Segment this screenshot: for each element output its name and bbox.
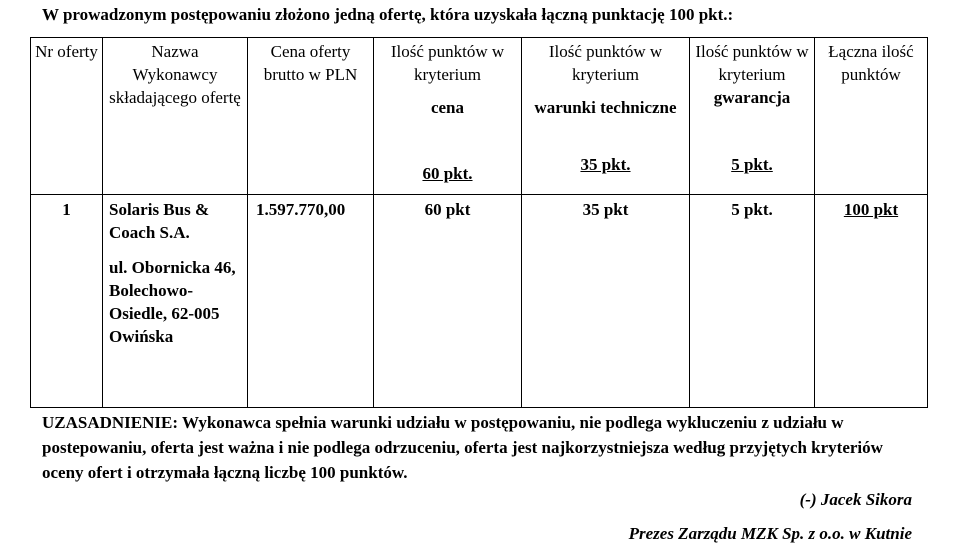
cell-gross-price: 1.597.770,00	[248, 195, 374, 408]
offers-table	[30, 37, 928, 408]
criterion-points: 5 pkt.	[731, 155, 773, 174]
table-header-row	[31, 38, 928, 195]
header-criterion-price: Ilość punktów w kryterium cena 60 pkt.	[374, 38, 522, 195]
header-contractor-name: Nazwa Wykonawcy składającego ofertę	[103, 38, 248, 195]
criterion-name: cena	[430, 98, 465, 117]
contractor-address: ul. Obornicka 46, Bolechowo-Osiedle, 62-005 Owińska	[109, 258, 236, 346]
criterion-name: warunki techniczne	[534, 98, 677, 117]
cell-points-warranty: 5 pkt.	[690, 195, 815, 408]
header-total-points: Łączna ilość punktów	[815, 38, 928, 195]
header-gross-price: Cena oferty brutto w PLN	[248, 38, 374, 195]
criterion-points: 60 pkt.	[422, 164, 473, 183]
cell-points-price: 60 pkt	[374, 195, 522, 408]
criterion-name: gwarancja	[713, 88, 791, 107]
contractor-name: Solaris Bus & Coach S.A.	[109, 200, 210, 242]
criterion-points: 35 pkt.	[580, 155, 631, 174]
cell-points-technical: 35 pkt	[522, 195, 690, 408]
signature-name: (-) Jacek Sikora	[799, 490, 912, 509]
signature-title: Prezes Zarządu MZK Sp. z o.o. w Kutnie	[628, 524, 912, 543]
cell-contractor	[103, 195, 248, 408]
justification-text: UZASADNIENIE: Wykonawca spełnia warunki udziału w postępowaniu, nie podlega wykluczeniu z udziału w postepowaniu, oferta jest ważna i nie podlega odrzuceniu, oferta jest najkorzystniejsza według przyjętych kryteriów oceny ofert i otrzymała łączną liczbę 100 punktów.	[42, 413, 883, 482]
header-criterion-warranty: Ilość punktów w kryterium gwarancja 5 pkt.	[690, 38, 815, 195]
cell-offer-number: 1	[31, 195, 103, 408]
header-criterion-technical: Ilość punktów w kryterium warunki techniczne 35 pkt.	[522, 38, 690, 195]
intro-text: W prowadzonym postępowaniu złożono jedną ofertę, która uzyskała łączną punktację 100 pkt.:	[42, 5, 734, 24]
table-row	[31, 195, 928, 408]
header-offer-number: Nr oferty	[31, 38, 103, 195]
cell-total-points: 100 pkt	[815, 195, 928, 408]
